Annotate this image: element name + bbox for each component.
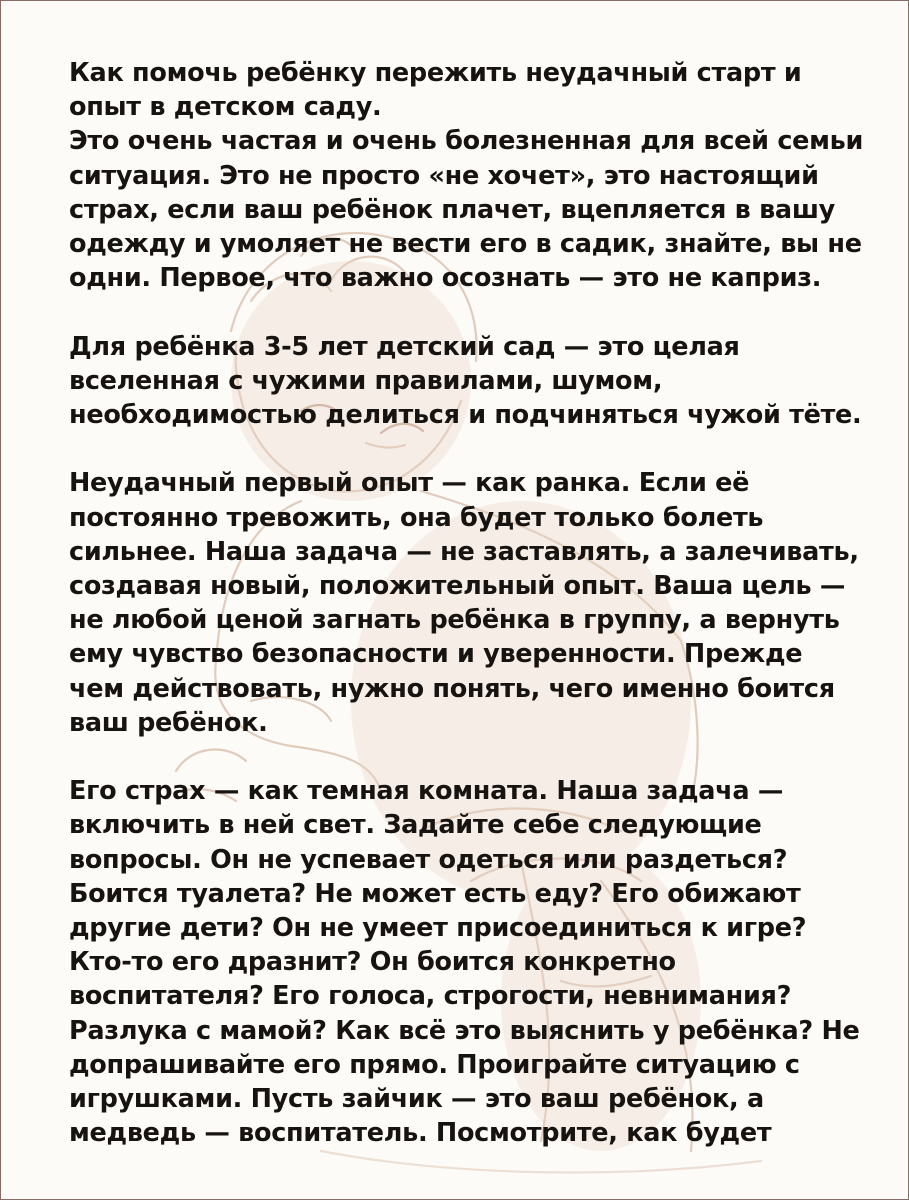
text-line: Для ребёнка 3-5 лет детский сад — это целая [69,331,740,362]
paragraph-intro [69,56,869,295]
text-line: одежду и умоляет не вести его в садик, знайте, вы не [69,229,862,260]
text-line: страх, если ваш ребёнок плачет, вцепляется в вашу [69,194,835,225]
text-line: другие дети? Он не умеет присоединиться к игре? [69,913,807,944]
text-line: постоянно тревожить, она будет только болеть [69,502,764,533]
article-text [69,56,869,1150]
text-line: Его страх — как темная комната. Наша задача — [69,776,784,807]
text-line: допрашивайте его прямо. Проиграйте ситуацию с [69,1049,800,1080]
text-line: необходимостью делиться и подчиняться чужой тёте. [69,400,862,431]
text-line: Кто-то его дразнит? Он боится конкретно [69,947,676,978]
text-line: игрушками. Пусть зайчик — это ваш ребёнок, а [69,1084,764,1115]
paragraph-age [69,330,869,433]
paragraph-first-experience [69,466,869,740]
text-line: вселенная с чужими правилами, шумом, [69,365,663,396]
text-line: медведь — воспитатель. Посмотрите, как будет [69,1118,772,1149]
text-line: воспитателя? Его голоса, строгости, невнимания? [69,981,792,1012]
text-line: одни. Первое, что важно осознать — это не каприз. [69,263,822,294]
text-line: Как помочь ребёнку пережить неудачный старт и [69,58,802,88]
text-line: не любой ценой загнать ребёнка в группу, а вернуть [69,605,840,636]
text-line: Боится туалета? Не может есть еду? Его обижают [69,878,801,909]
text-line: ваш ребёнок. [69,707,268,738]
text-line: Разлука с мамой? Как всё это выяснить у ребёнка? Не [69,1015,860,1046]
paragraph-fear-questions [69,774,869,1150]
text-line: ситуация. Это не просто «не хочет», это настоящий [69,160,819,191]
text-line: чем действовать, нужно понять, чего именно боится [69,673,835,704]
text-line: Это очень частая и очень болезненная для всей семьи [69,126,864,157]
text-line: ему чувство безопасности и уверенности. Прежде [69,639,803,670]
text-line: вопросы. Он не успевает одеться или раздеться? [69,844,788,875]
text-line: создавая новый, положительный опыт. Ваша цель — [69,571,846,602]
text-line: Неудачный первый опыт — как ранка. Если её [69,468,750,499]
text-line: опыт в детском саду. [69,92,382,123]
text-line: сильнее. Наша задача — не заставлять, а залечивать, [69,536,859,567]
text-line: включить в ней свет. Задайте себе следующие [69,810,762,841]
